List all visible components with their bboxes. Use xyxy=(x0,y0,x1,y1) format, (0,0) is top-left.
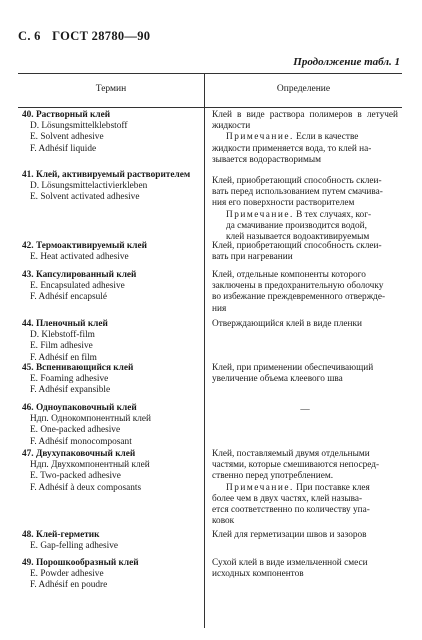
term-main: 42. Термоактивируемый клей xyxy=(22,241,147,251)
term-synonym: E. Gap-felling adhesive xyxy=(30,541,119,552)
column-header-definition: Определение xyxy=(276,84,331,94)
definition-text: ния xyxy=(212,303,227,314)
term-main: 41. Клей, активируемый растворителем xyxy=(22,170,191,180)
definition-text: Отверждающийся клей в виде пленки xyxy=(212,319,362,329)
term-entry-43 xyxy=(22,270,202,304)
terms-table xyxy=(18,73,402,628)
definition-43 xyxy=(212,270,398,315)
definition-note-line: ковок xyxy=(212,516,235,527)
term-main: 48. Клей-герметик xyxy=(22,530,100,540)
page-header xyxy=(18,29,158,44)
definition-text: заключены в предохранительную оболочку xyxy=(212,281,384,292)
table-top-rule xyxy=(18,73,402,74)
term-synonym: F. Adhésif en poudre xyxy=(30,580,108,591)
definition-41 xyxy=(212,176,398,243)
definition-text: ственно перед употреблением. xyxy=(212,471,334,482)
definition-44 xyxy=(212,319,398,330)
definition-49 xyxy=(212,558,398,580)
definition-text: Клей, отдельные компоненты которого xyxy=(212,270,366,280)
definition-text: ния его поверхности растворителем xyxy=(212,198,355,209)
definition-note-line: клей называется водоактивируемым xyxy=(226,232,370,243)
definition-text: Клей, поставляемый двумя отдельными xyxy=(212,449,370,459)
definition-48 xyxy=(212,530,398,541)
term-entry-48 xyxy=(22,530,202,552)
definition-text: Клей, приобретающий способность склеи- xyxy=(212,241,382,251)
term-entry-41 xyxy=(22,170,202,204)
definition-text: вать при нагревании xyxy=(212,252,293,263)
term-synonym: E. Solvent activated adhesive xyxy=(30,192,140,203)
table-continuation-label: Продолжение табл. 1 xyxy=(293,56,400,68)
term-synonym: E. Foaming adhesive xyxy=(30,374,109,385)
term-main: 40. Растворный клей xyxy=(22,110,111,120)
term-main: 43. Капсулированный клей xyxy=(22,270,137,280)
term-synonym: E. Film adhesive xyxy=(30,341,93,352)
definition-note-line: да смачивание производится водой, xyxy=(226,220,367,231)
definition-text: исходных компонентов xyxy=(212,569,304,580)
term-main: 46. Одноупаковочный клей xyxy=(22,403,137,413)
term-entry-44 xyxy=(22,319,202,364)
definition-note-line: жидкости применяется вода, то клей на- xyxy=(212,143,372,154)
definition-text: Клей, при применении обеспечивающий xyxy=(212,363,374,373)
term-entry-45 xyxy=(22,363,202,397)
term-synonym: E. Heat activated adhesive xyxy=(30,252,129,263)
table-header-rule xyxy=(18,107,402,108)
term-synonym: F. Adhésif en film xyxy=(30,352,97,363)
column-header-term: Термин xyxy=(95,84,127,94)
definition-note-line: более чем в двух частях, клей называ- xyxy=(212,493,363,504)
term-synonym: D. Lösungsmittelactivierkleben xyxy=(30,181,148,192)
definition-note: Примечание. При поставке клея xyxy=(226,482,370,493)
definition-text: Клей в виде раствора полимеров в летучей жидкости xyxy=(212,110,398,132)
column-divider xyxy=(204,73,205,628)
term-synonym: D. Lösungsmittelklebstoff xyxy=(30,121,128,132)
term-entry-42 xyxy=(22,241,202,263)
term-synonym: E. Encapsulated adhesive xyxy=(30,281,125,292)
term-synonym: F. Adhésif à deux composants xyxy=(30,482,142,493)
definition-text: увеличение объема клеевого шва xyxy=(212,374,343,385)
definition-note-line: ется соответственно по количеству упа- xyxy=(212,505,370,516)
definition-text: частями, которые смешиваются непосред- xyxy=(212,460,380,471)
term-entry-49 xyxy=(22,558,202,592)
definition-40 xyxy=(212,110,398,166)
term-entry-46 xyxy=(22,403,202,448)
definition-45 xyxy=(212,363,398,385)
term-main: 47. Двухупаковочный клей xyxy=(22,449,136,459)
definition-text: вать перед использованием путем смачива- xyxy=(212,187,383,198)
definition-47 xyxy=(212,449,398,527)
definition-note: Примечание. В тех случаях, ког- xyxy=(226,209,372,220)
term-synonym: F. Adhésif liquide xyxy=(30,143,97,154)
term-synonym: F. Adhésif encapsulé xyxy=(30,292,107,303)
standard-code: ГОСТ 28780—90 xyxy=(52,29,151,43)
term-synonym: F. Adhésif expansible xyxy=(30,385,111,396)
definition-text: Сухой клей в виде измельченной смеси xyxy=(212,558,368,568)
term-synonym: E. Solvent adhesive xyxy=(30,132,104,143)
term-main: 45. Вспенивающийся клей xyxy=(22,363,134,373)
definition-note: Примечание. Если в качестве xyxy=(226,132,359,143)
definition-dash: — xyxy=(300,405,310,415)
term-synonym: F. Adhésif monocomposant xyxy=(30,436,132,447)
term-entry-40 xyxy=(22,110,202,155)
term-synonym: E. Two-packed adhesive xyxy=(30,471,121,482)
term-synonym: Ндп. Двухкомпонентный клей xyxy=(30,460,150,471)
term-entry-47 xyxy=(22,449,202,494)
definition-note-line: зывается водорастворимым xyxy=(212,154,322,165)
definition-text: Клей, приобретающий способность склеи- xyxy=(212,176,382,186)
definition-42 xyxy=(212,241,398,263)
page-number: С. 6 xyxy=(18,29,41,43)
term-synonym: E. One-packed adhesive xyxy=(30,425,121,436)
definition-text: во избежание преждевременного отвержде- xyxy=(212,292,386,303)
term-synonym: D. Klebstoff-film xyxy=(30,330,95,341)
term-synonym: Ндп. Однокомпонентный клей xyxy=(30,414,151,425)
definition-text: Клей для герметизации швов и зазоров xyxy=(212,530,367,540)
term-main: 49. Порошкообразный клей xyxy=(22,558,139,568)
definition-46 xyxy=(212,405,398,416)
term-main: 44. Пленочный клей xyxy=(22,319,108,329)
term-synonym: E. Powder adhesive xyxy=(30,569,104,580)
